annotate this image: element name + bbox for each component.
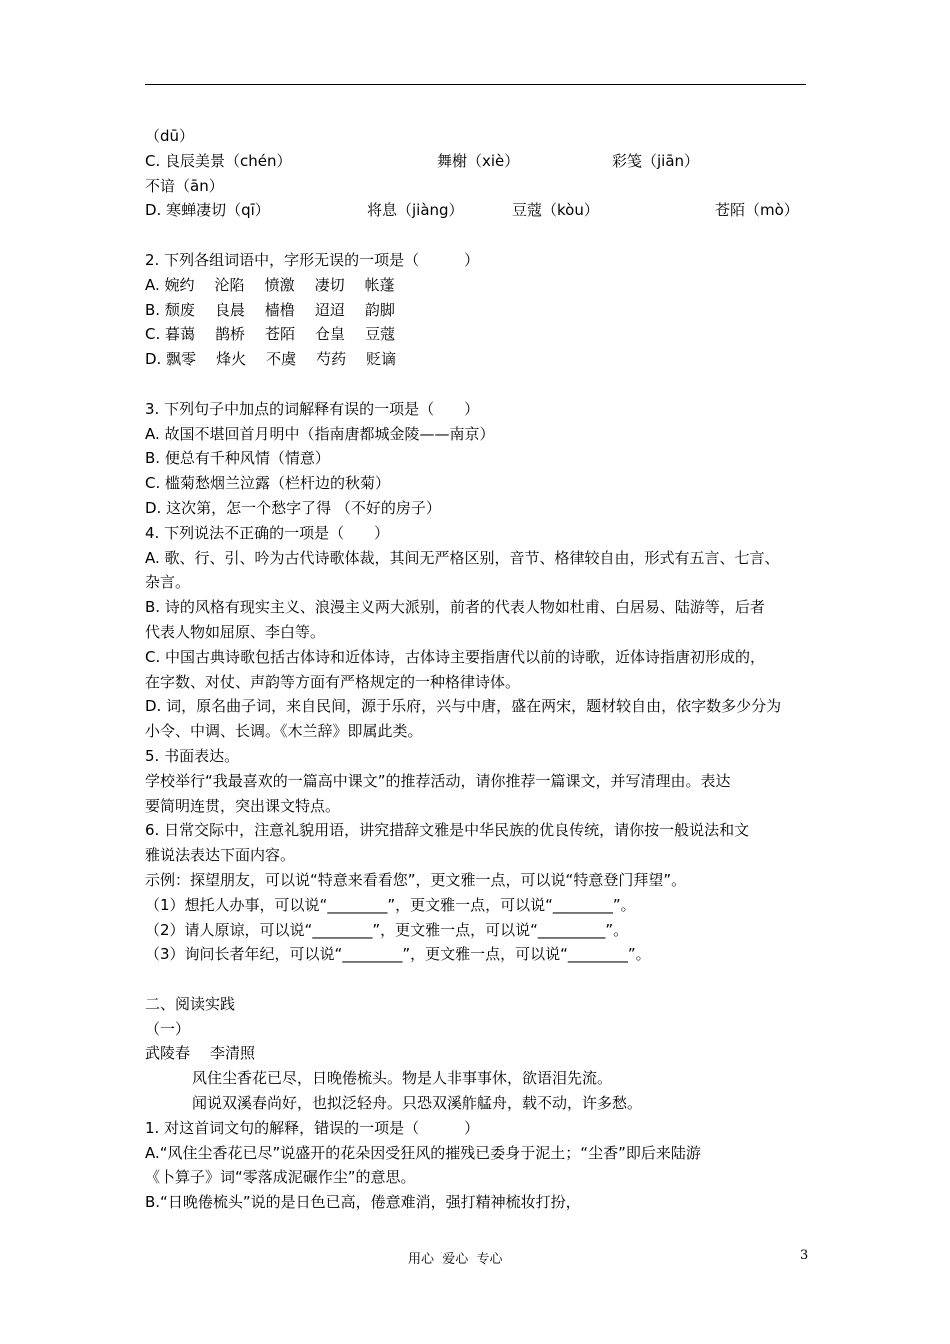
q2-stem: 2. 下列各组词语中，字形无误的一项是（ ） [145,250,480,269]
word: C. 暮蔼 [145,325,196,344]
q4-option-a: A. 歌、行、引、吟为古代诗歌体裁，其间无严格区别，音节、格律较自由，形式有五言、七言、 [145,548,780,567]
q6-stem-cont: 雅说法表达下面内容。 [145,846,296,865]
q4-option-d-cont: 小令、中调、长调。《木兰辞》即属此类。 [145,722,423,741]
header-rule [145,84,806,85]
footer-slogan: 用心 爱心 专心 [408,1252,503,1267]
word: 豆蔻 [365,325,396,344]
answer-blank[interactable]: ________ [312,920,373,939]
q2-option [145,273,810,298]
q1-c-item: 舞榭（xiè） [437,151,520,170]
item-text: ”。 [612,895,636,914]
reading-q1-option-b: B.“日晚倦梳头”说的是日色已高，倦意难消，强打精神梳妆打扮， [145,1193,581,1212]
q3-option: A. 故国不堪回首月明中（指南唐都城金陵——南京） [145,424,495,443]
poem-author: 李清照 [210,1044,256,1063]
item-text: （3）询问长者年纪，可以说“ [145,945,343,964]
word: 芍药 [316,350,347,369]
q5-body: 学校举行“我最喜欢的一篇高中课文”的推荐活动，请你推荐一篇课文，并写清理由。表达 [145,771,731,790]
word: 不虞 [266,350,297,369]
q4-option-d: D. 词，原名曲子词，来自民间，源于乐府，兴与中唐，盛在两宋，题材较自由，依字数多少分为 [145,697,782,716]
q1-c-item: 彩笺（jiān） [612,151,700,170]
word: 苍陌 [265,325,296,344]
poem-heading [145,1041,810,1066]
word: 良晨 [214,300,245,319]
item-text: （1）想托人办事，可以说“ [145,895,328,914]
q3-option: B. 便总有千种风情（情意） [145,449,330,468]
q1-option-c-tail: 不谙（ān） [145,176,224,195]
item-text: ”。 [605,920,629,939]
section-subtitle: （一） [145,1019,191,1038]
item-text: （2）请人原谅，可以说“ [145,920,313,939]
q1-option-c [145,149,810,174]
answer-blank[interactable]: ________ [552,895,613,914]
answer-blank[interactable]: ________ [342,945,403,964]
item-text: ”，更文雅一点，可以说“ [387,895,553,914]
q6-item [145,918,810,943]
q6-stem: 6. 日常交际中，注意礼貌用语，讲究措辞文雅是中华民族的优良传统，请你按一般说法和文 [145,821,750,840]
word: A. 婉约 [145,275,195,294]
q4-option-c: C. 中国古典诗歌包括古体诗和近体诗，古体诗主要指唐代以前的诗歌，近体诗指唐初形成的， [145,647,766,666]
q6-item [145,942,810,967]
document-body [145,124,810,1215]
q5-body-cont: 要简明连贯，突出课文特点。 [145,796,341,815]
word: D. 飘零 [145,350,197,369]
item-text: ”。 [627,945,651,964]
q1-d-item: 豆蔻（kòu） [512,201,599,220]
word: 仓皇 [315,325,346,344]
word: 鹊桥 [215,325,246,344]
word: 迢迢 [314,300,345,319]
word: B. 颓废 [145,300,195,319]
q4-option-a-cont: 杂言。 [145,573,191,592]
q4-stem: 4. 下列说法不正确的一项是（ ） [145,523,390,542]
item-text: ”，更文雅一点，可以说“ [372,920,538,939]
poem-line: 风住尘香花已尽，日晚倦梳头。物是人非事事休，欲语泪先流。 [192,1069,613,1088]
reading-q1-option-a: A.“风住尘香花已尽”说盛开的花朵因受狂风的摧残已委身于泥土；“尘香”即后来陆游 [145,1143,701,1162]
q1-d-item: 将息（jiàng） [367,201,464,220]
q1-d-item: D. 寒蝉凄切（qī） [145,201,270,220]
q4-option-c-cont: 在字数、对仗、声韵等方面有严格规定的一种格律诗体。 [145,672,521,691]
word: 沦陷 [214,275,245,294]
poem-line: 闻说双溪春尚好，也拟泛轻舟。只恐双溪舴艋舟，载不动，许多愁。 [192,1094,643,1113]
q1-d-item: 苍陌（mò） [715,201,799,220]
word: 烽火 [216,350,247,369]
reading-q1-stem: 1. 对这首词文句的解释，错误的一项是（ ） [145,1118,480,1137]
item-text: ”，更文雅一点，可以说“ [402,945,568,964]
word: 愤激 [264,275,295,294]
poem-title: 武陵春 [145,1044,191,1063]
q2-option [145,347,810,372]
q3-stem: 3. 下列句子中加点的词解释有误的一项是（ ） [145,399,480,418]
word: 帐蓬 [364,275,395,294]
q4-option-b: B. 诗的风格有现实主义、浪漫主义两大派别，前者的代表人物如杜甫、白居易、陆游等，后者 [145,598,765,617]
answer-blank[interactable]: _________ [537,920,606,939]
q5-stem: 5. 书面表达。 [145,746,240,765]
page-number: 3 [800,1248,809,1263]
answer-blank[interactable]: ________ [567,945,628,964]
answer-blank[interactable]: ________ [327,895,388,914]
q4-option-b-cont: 代表人物如屈原、李白等。 [145,622,326,641]
q3-option: D. 这次第，怎一个愁字了得 （不好的房子） [145,498,441,517]
reading-q1-option-a-cont: 《卜算子》词“零落成泥碾作尘”的意思。 [145,1168,416,1187]
section-title: 二、阅读实践 [145,994,236,1013]
q2-option [145,322,810,347]
q1-option-b-tail: （dū） [145,127,195,145]
q1-c-item: C. 良辰美景（chén） [145,151,292,170]
q3-option: C. 槛菊愁烟兰泣露（栏杆边的秋菊） [145,474,391,493]
q1-option-d [145,198,810,223]
word: 凄切 [314,275,345,294]
q2-option [145,298,810,323]
q6-example: 示例：探望朋友，可以说“特意来看看您”，更文雅一点，可以说“特意登门拜望”。 [145,870,687,889]
word: 韵脚 [364,300,395,319]
word: 樯橹 [264,300,295,319]
q6-item [145,893,810,918]
word: 贬谪 [366,350,397,369]
